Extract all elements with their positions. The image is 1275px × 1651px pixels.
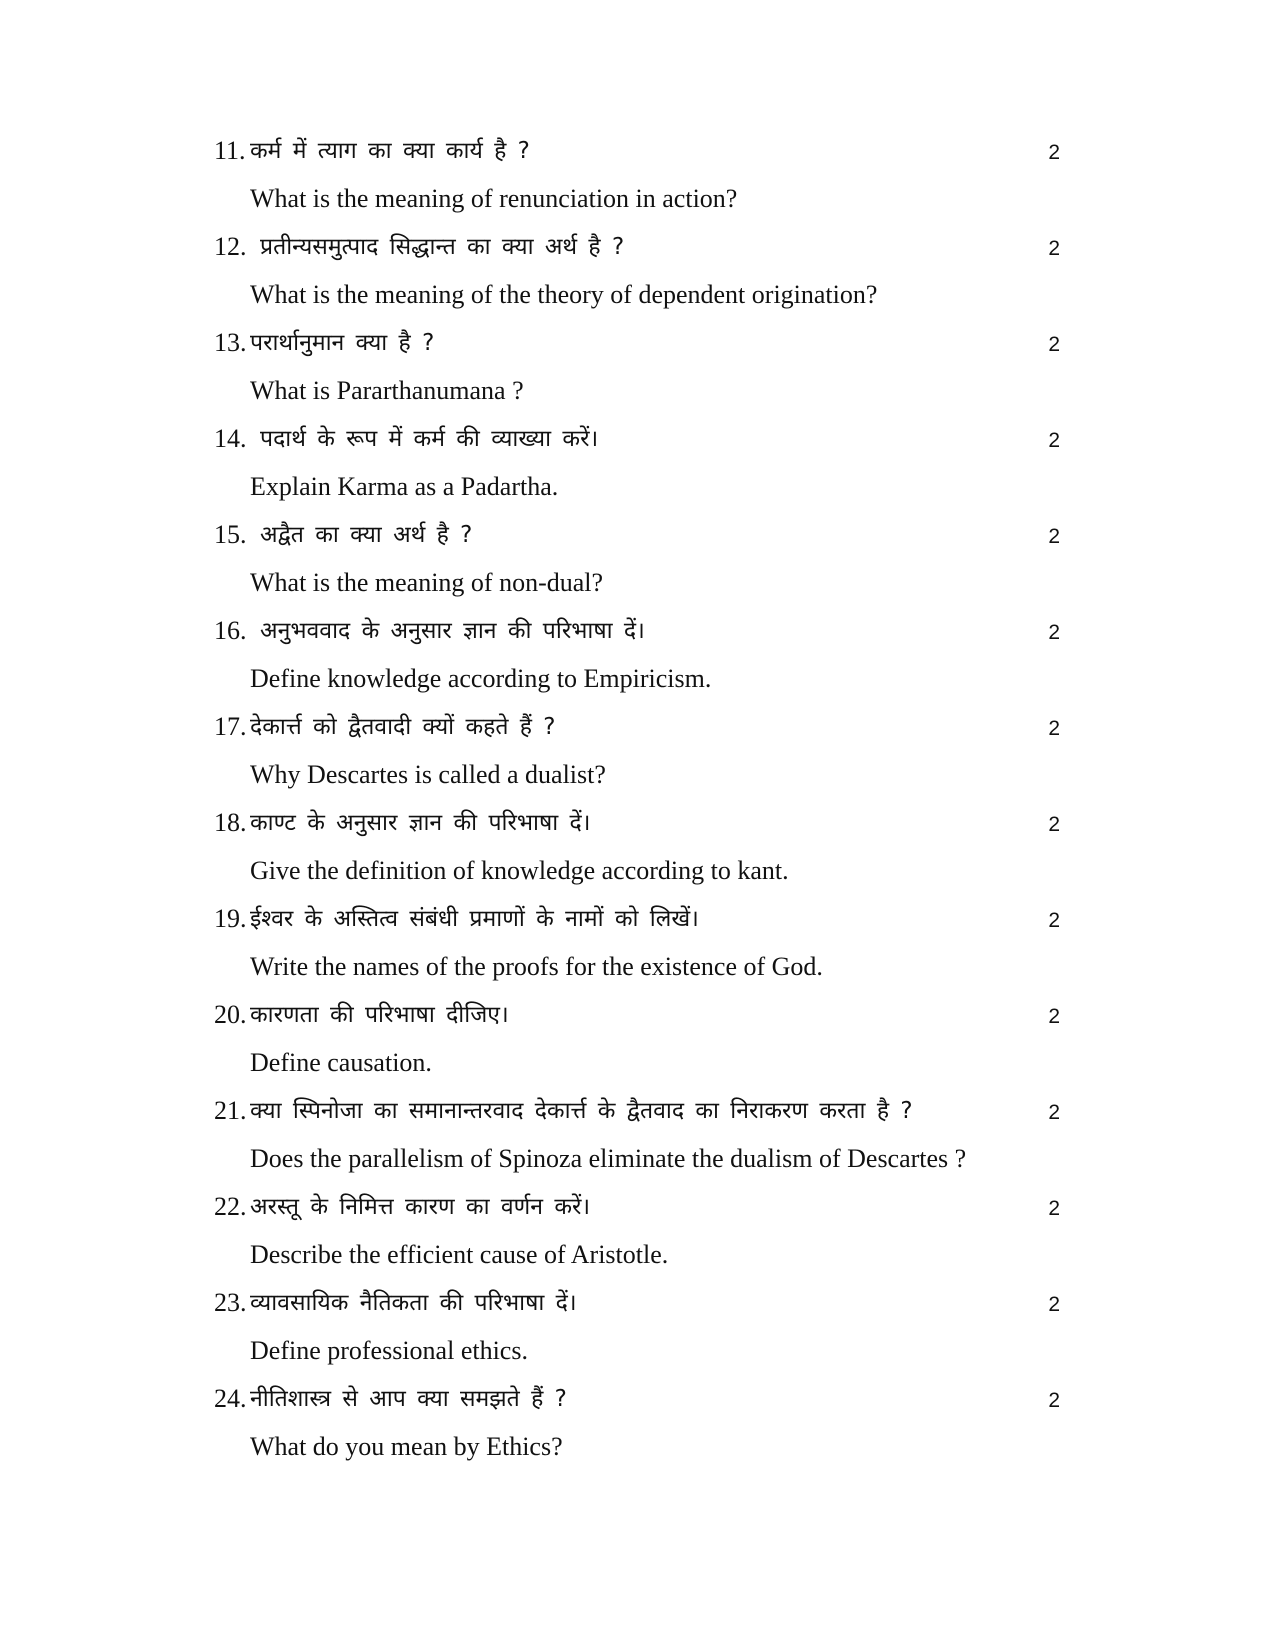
question-marks: 2 [1048, 909, 1060, 932]
question-text-english: What do you mean by Ethics? [250, 1432, 563, 1461]
question-text-hindi: व्यावसायिक नैतिकता की परिभाषा दें। [250, 1290, 577, 1316]
question-text-hindi: ईश्वर के अस्तित्व संबंधी प्रमाणों के नामों को लिखें। [250, 906, 699, 932]
question-row [214, 1189, 1060, 1237]
question-marks: 2 [1048, 1101, 1060, 1124]
question-marks: 2 [1048, 1389, 1060, 1412]
question-text-hindi: नीतिशास्त्र से आप क्या समझते हैं ? [250, 1386, 567, 1412]
question-text-hindi: काण्ट के अनुसार ज्ञान की परिभाषा दें। [250, 810, 591, 836]
question-row [214, 1093, 1060, 1141]
question-number: 20. [214, 1000, 247, 1029]
question-text-hindi: प्रतीन्यसमुत्पाद सिद्धान्त का क्या अर्थ है ? [260, 234, 625, 260]
question-text-english: Define professional ethics. [250, 1336, 528, 1365]
question-row [214, 517, 1060, 565]
question-row [214, 229, 1060, 277]
question-text-english: Describe the efficient cause of Aristotle. [250, 1240, 669, 1269]
question-text-hindi: कर्म में त्याग का क्या कार्य है ? [250, 138, 530, 164]
question-number: 24. [214, 1384, 247, 1413]
question-text-hindi: अनुभववाद के अनुसार ज्ञान की परिभाषा दें। [260, 618, 645, 644]
question-row [214, 1381, 1060, 1429]
question-marks: 2 [1048, 141, 1060, 164]
question-row [214, 421, 1060, 469]
question-text-english: What is the meaning of renunciation in action? [250, 184, 738, 213]
question-number: 22. [214, 1192, 247, 1221]
question-text-hindi: क्या स्पिनोजा का समानान्तरवाद देकार्त्त के द्वैतवाद का निराकरण करता है ? [250, 1098, 913, 1124]
question-row [214, 901, 1060, 949]
question-text-english: Give the definition of knowledge according to kant. [250, 856, 789, 885]
question-marks: 2 [1048, 813, 1060, 836]
question-number: 14. [214, 424, 247, 453]
question-row [214, 613, 1060, 661]
question-row [214, 997, 1060, 1045]
question-number: 15. [214, 520, 247, 549]
question-text-english: Define knowledge according to Empiricism. [250, 664, 712, 693]
question-number: 18. [214, 808, 247, 837]
question-marks: 2 [1048, 429, 1060, 452]
question-marks: 2 [1048, 621, 1060, 644]
question-number: 11. [214, 136, 246, 165]
question-row [214, 1285, 1060, 1333]
question-number: 23. [214, 1288, 247, 1317]
question-text-english: Define causation. [250, 1048, 432, 1077]
question-marks: 2 [1048, 1197, 1060, 1220]
question-number: 21. [214, 1096, 247, 1125]
question-text-english: What is the meaning of the theory of dependent origination? [250, 280, 878, 309]
question-row [214, 133, 1060, 181]
question-text-english: Does the parallelism of Spinoza eliminate the dualism of Descartes ? [250, 1144, 967, 1173]
question-number: 12. [214, 232, 247, 261]
question-text-hindi: देकार्त्त को द्वैतवादी क्यों कहते हैं ? [250, 714, 556, 740]
question-marks: 2 [1048, 237, 1060, 260]
question-number: 17. [214, 712, 247, 741]
question-list [214, 133, 1060, 1477]
question-marks: 2 [1048, 1005, 1060, 1028]
question-row [214, 325, 1060, 373]
question-text-english: Explain Karma as a Padartha. [250, 472, 559, 501]
question-text-english: Why Descartes is called a dualist? [250, 760, 606, 789]
question-marks: 2 [1048, 717, 1060, 740]
question-number: 13. [214, 328, 247, 357]
question-number: 19. [214, 904, 247, 933]
question-marks: 2 [1048, 1293, 1060, 1316]
question-number: 16. [214, 616, 247, 645]
question-text-english: What is the meaning of non-dual? [250, 568, 604, 597]
question-text-english: Write the names of the proofs for the existence of God. [250, 952, 823, 981]
question-text-hindi: कारणता की परिभाषा दीजिए। [250, 1002, 509, 1028]
question-text-hindi: पदार्थ के रूप में कर्म की व्याख्या करें। [260, 426, 599, 452]
question-marks: 2 [1048, 333, 1060, 356]
question-text-hindi: परार्थानुमान क्या है ? [250, 330, 435, 356]
question-text-hindi: अद्वैत का क्या अर्थ है ? [260, 522, 473, 548]
question-row [214, 805, 1060, 853]
question-text-hindi: अरस्तू के निमित्त कारण का वर्णन करें। [250, 1194, 591, 1220]
question-marks: 2 [1048, 525, 1060, 548]
question-row [214, 709, 1060, 757]
question-text-english: What is Pararthanumana ? [250, 376, 524, 405]
